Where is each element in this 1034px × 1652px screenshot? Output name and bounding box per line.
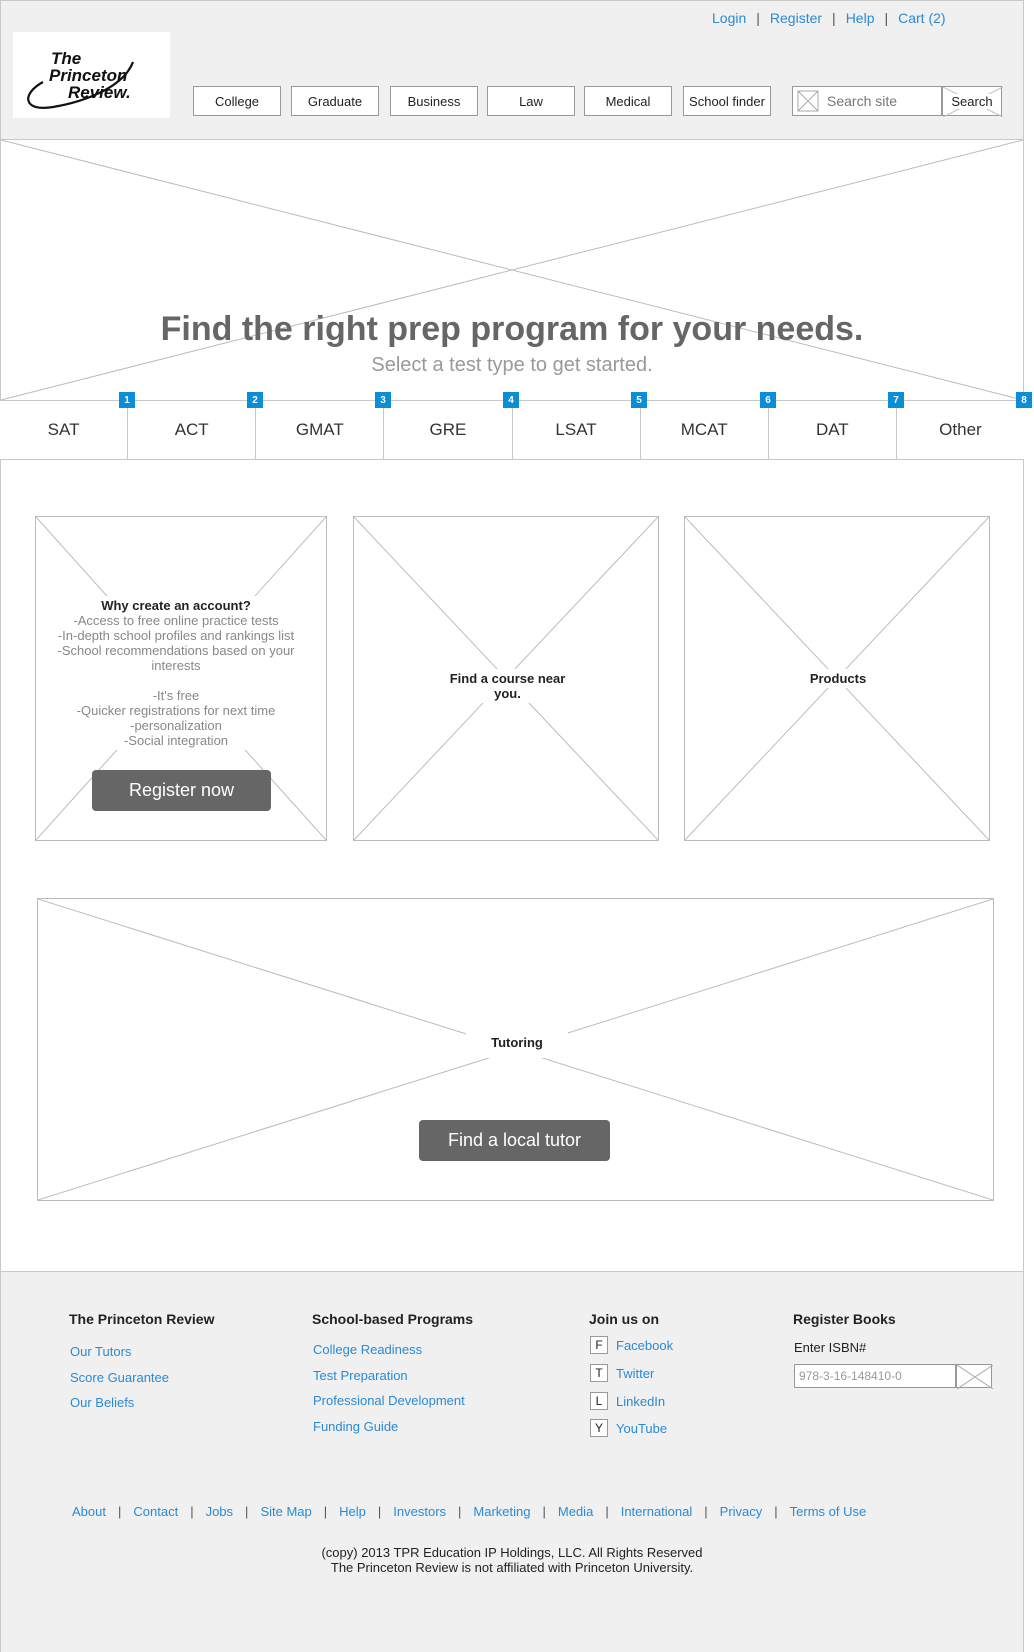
footer-heading: School-based Programs [312,1311,474,1327]
tutoring-label: Tutoring [466,1027,568,1058]
products-card[interactable] [684,516,990,841]
annotation-marker: 5 [631,392,647,408]
button-placeholder-lines [957,1365,993,1389]
footer-link-international[interactable]: International [620,1504,693,1519]
separator: | [377,1504,382,1519]
footer-link-help[interactable]: Help [339,1504,366,1519]
separator: | [774,1504,778,1519]
separator: | [605,1504,609,1519]
cart-link[interactable]: Cart (2) [898,10,946,26]
logo-text-the: The [51,49,82,68]
footer-link-test-preparation[interactable]: Test Preparation [313,1368,408,1383]
social-label[interactable]: Twitter [616,1365,655,1381]
tab-act[interactable]: ACT [128,401,256,459]
login-link[interactable]: Login [712,10,747,26]
annotation-marker: 4 [503,392,519,408]
footer-link-terms-of-use[interactable]: Terms of Use [789,1504,867,1519]
separator: | [704,1504,708,1519]
account-benefits-title: Why create an account? [101,598,251,613]
hero-title: Find the right prep program for your needs. [160,310,864,348]
linkedin-icon: L [590,1392,608,1410]
footer-link-contact[interactable]: Contact [133,1504,179,1519]
benefit-spacer [56,673,296,688]
tab-sat[interactable]: SAT [0,401,128,459]
nav-graduate[interactable]: Graduate [291,86,379,116]
benefit-item: -Quicker registrations for next time [76,703,276,718]
separator: | [117,1504,122,1519]
footer-link-professional-development[interactable]: Professional Development [313,1393,465,1408]
test-type-tabs [0,400,1024,460]
help-link[interactable]: Help [845,10,875,26]
tab-dat[interactable]: DAT [769,401,897,459]
footer-link-score-guarantee[interactable]: Score Guarantee [70,1370,170,1385]
logo-text-princeton: Princeton [49,66,128,85]
social-youtube[interactable] [590,1419,667,1437]
isbn-submit-button[interactable] [956,1364,992,1388]
benefit-item: -School recommendations based on your interests [57,643,295,673]
separator: | [542,1504,546,1519]
register-link[interactable]: Register [769,10,823,26]
footer-heading: Join us on [589,1311,659,1327]
annotation-marker: 1 [119,392,135,408]
annotation-marker: 3 [375,392,391,408]
separator: | [884,10,889,26]
benefit-item: -In-depth school profiles and rankings list [57,628,295,643]
annotation-marker: 8 [1016,392,1032,408]
course-card[interactable] [353,516,659,841]
footer-heading: The Princeton Review [69,1311,215,1327]
footer-link-funding-guide[interactable]: Funding Guide [313,1419,399,1434]
register-now-button[interactable]: Register now [92,770,271,811]
tab-gmat[interactable]: GMAT [256,401,384,459]
footer-link-our-beliefs[interactable]: Our Beliefs [70,1395,135,1410]
benefit-item: -Social integration [123,733,229,748]
footer-link-our-tutors[interactable]: Our Tutors [70,1344,132,1359]
annotation-marker: 7 [888,392,904,408]
social-twitter[interactable] [590,1364,654,1382]
tab-lsat[interactable]: LSAT [513,401,641,459]
logo-text-review: Review. [68,83,131,102]
footer-bottom-links [72,1504,866,1519]
footer-link-marketing[interactable]: Marketing [473,1504,531,1519]
separator: | [756,10,760,26]
nav-college[interactable]: College [193,86,281,116]
nav-business[interactable]: Business [390,86,478,116]
facebook-icon: F [590,1336,608,1354]
site-footer [0,1272,1024,1652]
nav-school-finder[interactable]: School finder [683,86,771,116]
social-facebook[interactable] [590,1336,673,1354]
separator: | [458,1504,462,1519]
social-label[interactable]: LinkedIn [616,1393,666,1409]
footer-link-college-readiness[interactable]: College Readiness [313,1342,423,1357]
course-card-label: Find a course near you. [429,669,586,703]
separator: | [245,1504,249,1519]
isbn-input[interactable]: 978-3-16-148410-0 [794,1364,956,1388]
disclaimer: The Princeton Review is not affiliated with Princeton University. [330,1560,694,1575]
footer-link-media[interactable]: Media [557,1504,594,1519]
annotation-marker: 6 [760,392,776,408]
tab-gre[interactable]: GRE [384,401,512,459]
footer-link-about[interactable]: About [72,1504,106,1519]
separator: | [832,10,836,26]
benefit-item: -It's free [152,688,200,703]
hero-subtitle: Select a test type to get started. [371,354,653,376]
separator: | [190,1504,194,1519]
social-label[interactable]: YouTube [616,1420,668,1436]
footer-link-investors[interactable]: Investors [393,1504,447,1519]
benefit-item: -Access to free online practice tests [73,613,279,628]
image-placeholder-icon [797,90,819,112]
account-benefits [56,596,296,750]
tab-other[interactable]: Other [939,420,982,439]
nav-law[interactable]: Law [487,86,575,116]
benefit-item: -personalization [130,718,222,733]
separator: | [323,1504,328,1519]
top-links [712,10,946,26]
search-input[interactable] [825,92,939,110]
products-card-label: Products [800,669,876,688]
youtube-icon: Y [590,1419,608,1437]
search-box[interactable] [792,86,942,116]
footer-link-privacy[interactable]: Privacy [719,1504,763,1519]
twitter-icon: T [590,1364,608,1382]
footer-heading: Register Books [793,1311,896,1327]
copyright: (copy) 2013 TPR Education IP Holdings, LLC. All Rights Reserved [321,1545,703,1560]
social-linkedin[interactable] [590,1392,665,1410]
footer-link-site-map[interactable]: Site Map [260,1504,312,1519]
social-label[interactable]: Facebook [616,1337,674,1353]
isbn-label: Enter ISBN# [794,1340,867,1355]
logo[interactable] [13,32,170,118]
tab-mcat[interactable]: MCAT [641,401,769,459]
annotation-marker: 2 [247,392,263,408]
search-button-label: Search [951,93,993,109]
footer-link-jobs[interactable]: Jobs [205,1504,234,1519]
search-button[interactable] [942,86,1002,116]
nav-medical[interactable]: Medical [584,86,672,116]
find-local-tutor-button[interactable]: Find a local tutor [419,1120,610,1161]
